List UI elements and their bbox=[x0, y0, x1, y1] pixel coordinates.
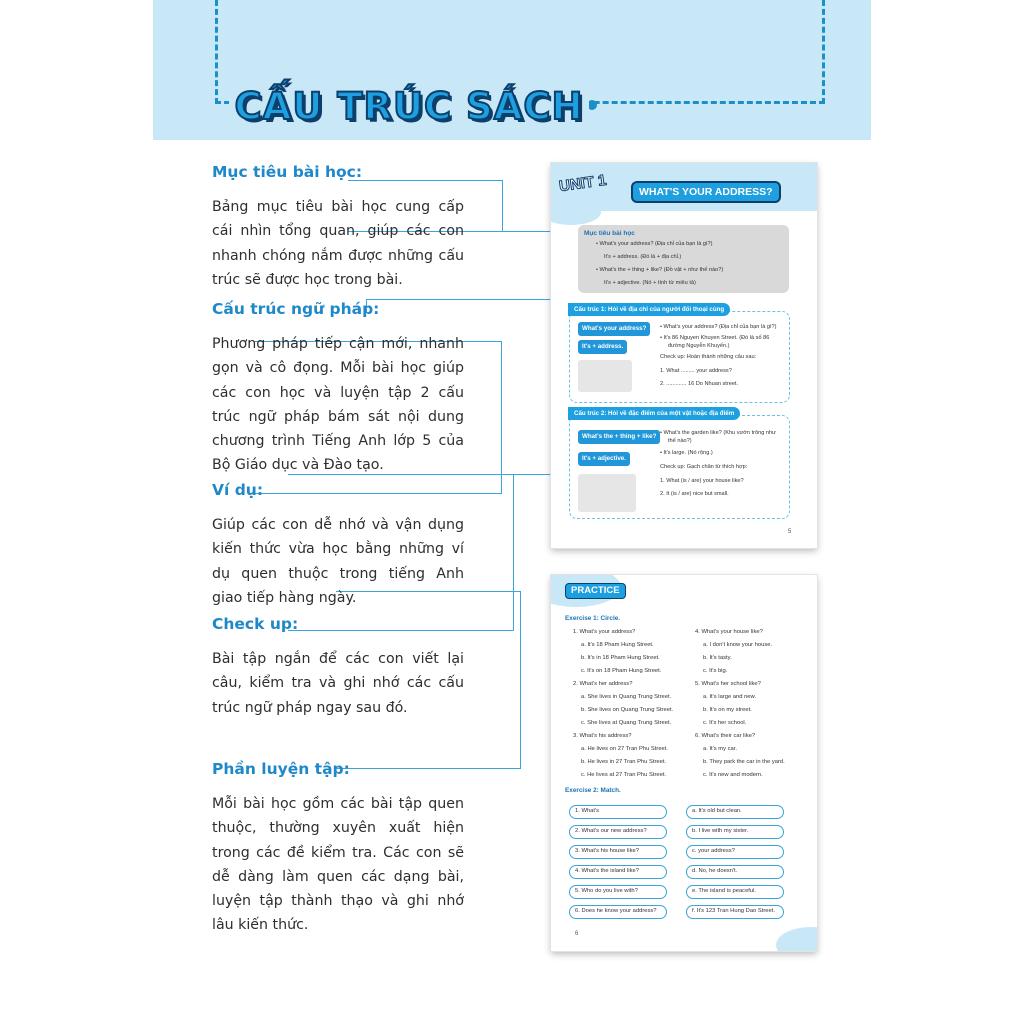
option: a. He lives on 27 Tran Phu Street. bbox=[581, 746, 669, 752]
pattern-question: What's the + thing + like? bbox=[578, 430, 660, 444]
checkup-line: 1. What ......... your address? bbox=[660, 368, 732, 374]
checkup-line: 2. It (is / are) nice but small. bbox=[660, 491, 729, 497]
unit-title: WHAT'S YOUR ADDRESS? bbox=[631, 181, 781, 203]
section-checkup bbox=[212, 615, 464, 720]
option: c. It's big. bbox=[703, 668, 728, 674]
match-left: 3. What's his house like? bbox=[569, 845, 667, 859]
example-line: • It's 86 Nguyen Khuyen Street. (Đó là số 86 bbox=[660, 335, 770, 341]
option: a. I don't know your house. bbox=[703, 642, 773, 648]
option: a. It's my car. bbox=[703, 746, 737, 752]
option: c. It's her school. bbox=[703, 720, 747, 726]
pattern-answer: It's + address. bbox=[578, 340, 627, 354]
objectives-box bbox=[578, 225, 789, 293]
match-left: 6. Does he know your address? bbox=[569, 905, 667, 919]
option: c. She lives at Quang Trung Street. bbox=[581, 720, 672, 726]
question: 2. What's her address? bbox=[573, 681, 633, 687]
section-grammar bbox=[212, 300, 464, 478]
example-line: • What's the garden like? (Khu vườn trông như bbox=[660, 430, 776, 436]
preview-page-unit bbox=[551, 163, 817, 548]
option: b. She lives on Quang Trung Street. bbox=[581, 707, 674, 713]
cloud-decoration bbox=[776, 927, 817, 951]
page-number: 6 bbox=[575, 931, 579, 937]
option: b. It's tasty. bbox=[703, 655, 732, 661]
structure-1-header: Cấu trúc 1: Hỏi về địa chỉ của người đối thoại cùng bbox=[568, 303, 730, 316]
match-left: 2. What's our new address? bbox=[569, 825, 667, 839]
pattern-question: What's your address? bbox=[578, 322, 650, 336]
match-right: c. your address? bbox=[686, 845, 784, 859]
section-body: Giúp các con dễ nhớ và vận dụng kiến thức vừa học bằng những ví dụ quen thuộc trong tiếng Anh giao tiếp hàng ngày. bbox=[212, 517, 464, 606]
option: c. It's new and modern. bbox=[703, 772, 763, 778]
question: 3. What's his address? bbox=[573, 733, 632, 739]
option: a. It's large and new. bbox=[703, 694, 756, 700]
objective-row: • What's the + thing + like? (Đồ vật + như thế nào?) bbox=[596, 267, 724, 273]
example-line: • It's large. (Nó rộng.) bbox=[660, 450, 713, 456]
option: b. He lives in 27 Tran Phu Street. bbox=[581, 759, 667, 765]
checkup-title: Check up: Gạch chân từ thích hợp: bbox=[660, 464, 748, 470]
question: 5. What's her school like? bbox=[695, 681, 761, 687]
page-number: 5 bbox=[788, 529, 792, 535]
section-heading: Ví dụ: bbox=[212, 481, 264, 499]
example-line: • What's your address? (Địa chỉ của bạn là gì?) bbox=[660, 324, 777, 330]
example-line: thế nào?) bbox=[668, 438, 692, 444]
match-left: 1. What's bbox=[569, 805, 667, 819]
option: c. It's on 18 Pham Hung Street. bbox=[581, 668, 662, 674]
pattern-answer: It's + adjective. bbox=[578, 452, 630, 466]
structure-2-box bbox=[569, 410, 790, 519]
option: b. It's on my street. bbox=[703, 707, 752, 713]
section-heading: Mục tiêu bài học: bbox=[212, 163, 363, 181]
exercise-2-title: Exercise 2: Match. bbox=[565, 787, 621, 794]
match-right: d. No, he doesn't. bbox=[686, 865, 784, 879]
section-body: Phương pháp tiếp cận mới, nhanh gọn và cô đọng. Mỗi bài học giúp các con học và luyện tập 2 cấu trúc ngữ pháp bám sát nội dung chương trình Tiếng Anh lớp 5 của Bộ Giáo dục và Đào tạo. bbox=[212, 336, 464, 474]
objective-row: It's + adjective. (Nó + tính từ miêu tả) bbox=[604, 280, 696, 286]
exercise-1-title: Exercise 1: Circle. bbox=[565, 615, 621, 622]
title-wrap bbox=[229, 82, 589, 130]
option: c. He lives at 27 Tran Phu Street. bbox=[581, 772, 667, 778]
section-heading: Phần luyện tập: bbox=[212, 760, 350, 778]
section-practice bbox=[212, 760, 464, 938]
illustration-image bbox=[578, 474, 636, 512]
match-left: 4. What's the island like? bbox=[569, 865, 667, 879]
section-objectives bbox=[212, 163, 464, 292]
section-heading: Cấu trúc ngữ pháp: bbox=[212, 300, 380, 318]
checkup-line: 2. ............. 16 Do Nhuan street. bbox=[660, 381, 739, 387]
option: b. It's in 18 Pham Hung Street. bbox=[581, 655, 660, 661]
structure-2-header: Cấu trúc 2: Hỏi về đặc điểm của một vật hoặc địa điểm bbox=[568, 407, 740, 420]
match-left: 5. Who do you live with? bbox=[569, 885, 667, 899]
checkup-title: Check up: Hoàn thành những câu sau: bbox=[660, 354, 757, 360]
match-right: a. It's old but clean. bbox=[686, 805, 784, 819]
objective-row: It's + address. (Đó là + địa chỉ.) bbox=[604, 254, 682, 260]
objectives-title: Mục tiêu bài học bbox=[584, 230, 635, 237]
question: 6. What's their car like? bbox=[695, 733, 756, 739]
match-right: e. The island is peaceful. bbox=[686, 885, 784, 899]
illustration-image bbox=[578, 360, 632, 392]
example-line: đường Nguyễn Khuyến.) bbox=[668, 343, 730, 349]
question: 1. What's your address? bbox=[573, 629, 636, 635]
question: 4. What's your house like? bbox=[695, 629, 763, 635]
page-title: CẤU TRÚC SÁCH bbox=[234, 84, 584, 128]
section-body: Bảng mục tiêu bài học cung cấp cái nhìn tổng quan, giúp các con nhanh chóng nắm được những cấu trúc sẽ được học trong bài. bbox=[212, 199, 464, 288]
match-right: f. It's 123 Tran Hung Dao Street. bbox=[686, 905, 784, 919]
structure-1-box bbox=[569, 306, 790, 403]
option: a. She lives in Quang Trung Street. bbox=[581, 694, 672, 700]
section-body: Mỗi bài học gồm các bài tập quen thuộc, thường xuyên xuất hiện trong các đề kiểm tra. Các con sẽ dễ dàng làm quen các dạng bài, luyện tập thành thạo và ghi nhớ lâu kiến thức. bbox=[212, 796, 464, 934]
objective-row: • What's your address? (Địa chỉ của bạn là gì?) bbox=[596, 241, 713, 247]
match-right: b. I live with my sister. bbox=[686, 825, 784, 839]
section-heading: Check up: bbox=[212, 615, 299, 633]
preview-page-practice bbox=[551, 575, 817, 951]
unit-label: UNIT 1 bbox=[558, 171, 608, 196]
cloud-decoration bbox=[551, 199, 601, 225]
section-example bbox=[212, 481, 464, 610]
checkup-line: 1. What (is / are) your house like? bbox=[660, 478, 744, 484]
section-body: Bài tập ngắn để các con viết lại câu, kiểm tra và ghi nhớ các cấu trúc ngữ pháp ngay sau đó. bbox=[212, 651, 464, 716]
practice-label: PRACTICE bbox=[565, 583, 626, 599]
header-banner bbox=[153, 0, 871, 140]
option: b. They park the car in the yard. bbox=[703, 759, 785, 765]
option: a. It's 18 Pham Hung Street. bbox=[581, 642, 654, 648]
